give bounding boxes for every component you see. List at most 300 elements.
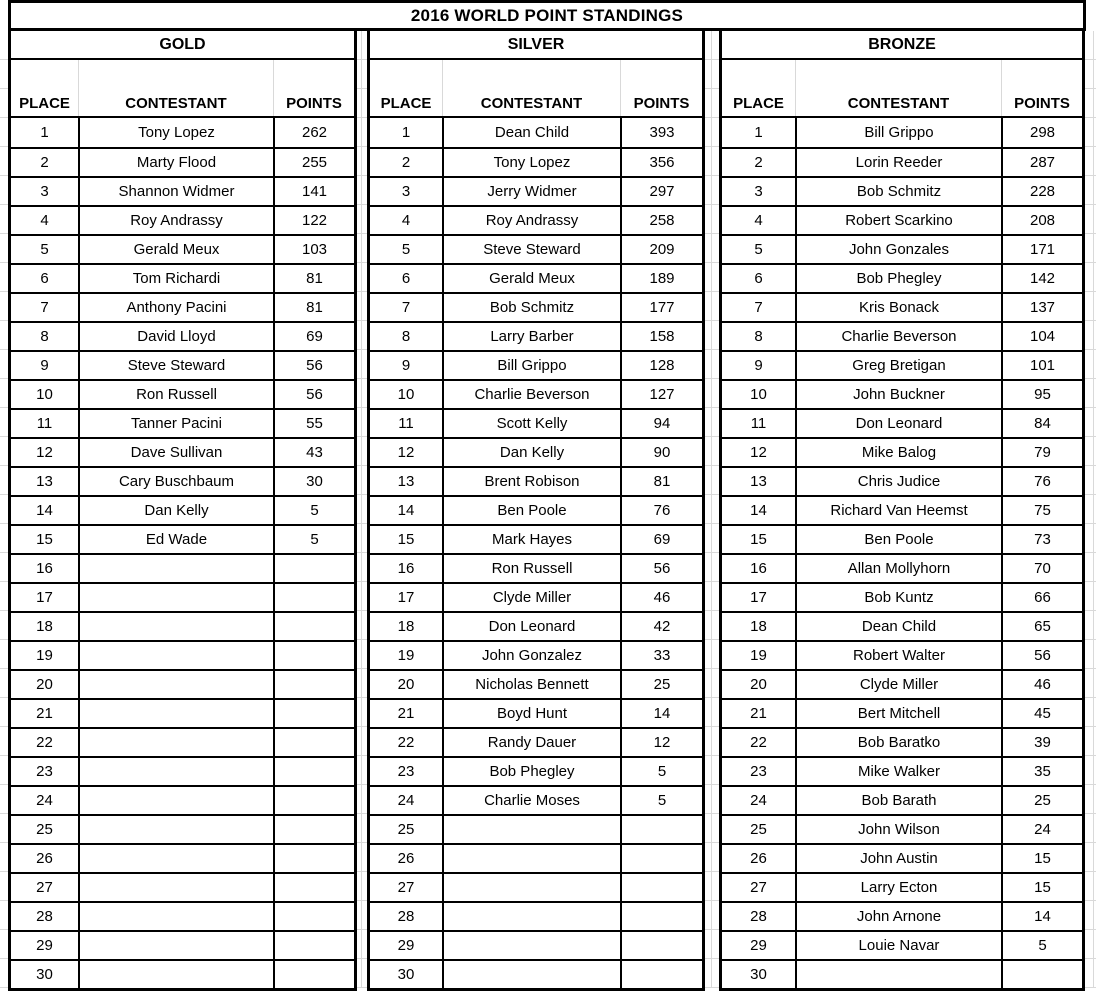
points-cell[interactable]: 69 xyxy=(620,526,702,553)
contestant-cell[interactable]: Larry Ecton xyxy=(795,874,1001,901)
place-cell[interactable]: 1 xyxy=(401,124,411,141)
points-cell[interactable]: 55 xyxy=(273,410,354,437)
points-cell[interactable]: 142 xyxy=(1001,265,1082,292)
points-cell[interactable]: 287 xyxy=(1001,149,1082,176)
place-cell[interactable]: 17 xyxy=(397,589,415,606)
table-row xyxy=(370,205,702,234)
contestant-cell[interactable]: Ron Russell xyxy=(442,555,620,582)
place-cell[interactable]: 26 xyxy=(397,850,415,867)
contestant-cell[interactable]: John Buckner xyxy=(795,381,1001,408)
points-cell[interactable]: 393 xyxy=(620,118,702,147)
points-cell[interactable] xyxy=(273,729,354,756)
column-header-points[interactable]: POINTS xyxy=(273,60,354,116)
points-cell[interactable] xyxy=(273,903,354,930)
contestant-cell[interactable]: Greg Bretigan xyxy=(795,352,1001,379)
place-cell[interactable]: 6 xyxy=(401,270,411,287)
table-row xyxy=(370,176,702,205)
place-cell[interactable]: 13 xyxy=(750,473,767,490)
points-cell[interactable]: 66 xyxy=(1001,584,1082,611)
place-cell[interactable]: 12 xyxy=(397,444,415,461)
place-cell[interactable]: 23 xyxy=(750,763,767,780)
points-cell[interactable]: 5 xyxy=(1001,932,1082,959)
section-header-gold[interactable]: GOLD xyxy=(11,31,354,60)
contestant-cell[interactable]: Tom Richardi xyxy=(78,265,273,292)
points-cell[interactable] xyxy=(273,816,354,843)
place-cell[interactable]: 27 xyxy=(397,879,415,896)
contestant-cell[interactable]: Bob Barath xyxy=(795,787,1001,814)
contestant-cell[interactable]: Scott Kelly xyxy=(442,410,620,437)
column-header-points[interactable]: POINTS xyxy=(1001,60,1082,116)
place-cell[interactable]: 12 xyxy=(36,444,53,461)
place-cell[interactable]: 25 xyxy=(750,821,767,838)
place-cell[interactable]: 29 xyxy=(397,937,415,954)
contestant-cell[interactable]: Don Leonard xyxy=(442,613,620,640)
points-cell[interactable]: 94 xyxy=(620,410,702,437)
place-cell[interactable]: 24 xyxy=(750,792,767,809)
points-cell[interactable]: 15 xyxy=(1001,845,1082,872)
place-cell[interactable]: 14 xyxy=(750,502,767,519)
column-header-place[interactable]: PLACE xyxy=(19,95,70,112)
points-cell[interactable]: 228 xyxy=(1001,178,1082,205)
contestant-cell[interactable]: Robert Walter xyxy=(795,642,1001,669)
points-cell[interactable] xyxy=(273,787,354,814)
points-cell[interactable]: 45 xyxy=(1001,700,1082,727)
contestant-cell[interactable]: Clyde Miller xyxy=(795,671,1001,698)
place-cell[interactable]: 9 xyxy=(401,357,411,374)
contestant-cell[interactable]: Bob Schmitz xyxy=(442,294,620,321)
points-cell[interactable]: 81 xyxy=(273,265,354,292)
place-cell[interactable]: 19 xyxy=(750,647,767,664)
points-cell[interactable]: 95 xyxy=(1001,381,1082,408)
contestant-cell[interactable] xyxy=(78,584,273,611)
place-cell[interactable]: 15 xyxy=(750,531,767,548)
place-cell[interactable]: 13 xyxy=(397,473,415,490)
place-cell[interactable]: 15 xyxy=(36,531,53,548)
contestant-cell[interactable] xyxy=(795,961,1001,988)
points-cell[interactable]: 122 xyxy=(273,207,354,234)
points-cell[interactable]: 262 xyxy=(273,118,354,147)
place-cell[interactable]: 11 xyxy=(750,415,767,432)
place-cell[interactable]: 1 xyxy=(40,124,49,141)
points-cell[interactable]: 297 xyxy=(620,178,702,205)
contestant-cell[interactable] xyxy=(78,613,273,640)
points-cell[interactable]: 5 xyxy=(273,526,354,553)
points-cell[interactable] xyxy=(620,816,702,843)
points-cell[interactable] xyxy=(273,932,354,959)
place-cell[interactable]: 28 xyxy=(36,908,53,925)
place-cell[interactable]: 24 xyxy=(36,792,53,809)
contestant-cell[interactable]: Lorin Reeder xyxy=(795,149,1001,176)
place-cell[interactable]: 29 xyxy=(750,937,767,954)
contestant-cell[interactable]: John Gonzalez xyxy=(442,642,620,669)
points-cell[interactable]: 103 xyxy=(273,236,354,263)
points-cell[interactable] xyxy=(620,932,702,959)
points-cell[interactable] xyxy=(273,671,354,698)
contestant-cell[interactable]: Tanner Pacini xyxy=(78,410,273,437)
place-cell[interactable]: 23 xyxy=(36,763,53,780)
points-cell[interactable]: 101 xyxy=(1001,352,1082,379)
column-header-contestant[interactable]: CONTESTANT xyxy=(442,60,620,116)
place-cell[interactable]: 20 xyxy=(750,676,767,693)
place-cell[interactable]: 9 xyxy=(40,357,49,374)
place-cell[interactable]: 2 xyxy=(401,154,411,171)
contestant-cell[interactable]: Charlie Moses xyxy=(442,787,620,814)
place-cell[interactable]: 7 xyxy=(401,299,411,316)
column-header-points[interactable]: POINTS xyxy=(620,60,702,116)
points-cell[interactable]: 81 xyxy=(273,294,354,321)
place-cell[interactable]: 4 xyxy=(754,212,763,229)
points-cell[interactable]: 158 xyxy=(620,323,702,350)
place-cell[interactable]: 29 xyxy=(36,937,53,954)
place-cell[interactable]: 4 xyxy=(401,212,411,229)
page-title[interactable]: 2016 WORLD POINT STANDINGS xyxy=(8,0,1086,31)
table-row xyxy=(722,582,1082,611)
table-body-gold xyxy=(11,118,354,988)
contestant-cell[interactable]: Dean Child xyxy=(795,613,1001,640)
contestant-cell[interactable] xyxy=(78,903,273,930)
points-cell[interactable]: 15 xyxy=(1001,874,1082,901)
points-cell[interactable]: 5 xyxy=(273,497,354,524)
points-cell[interactable]: 75 xyxy=(1001,497,1082,524)
place-cell[interactable]: 27 xyxy=(36,879,53,896)
contestant-cell[interactable] xyxy=(78,758,273,785)
contestant-cell[interactable] xyxy=(78,555,273,582)
points-cell[interactable]: 137 xyxy=(1001,294,1082,321)
place-cell[interactable]: 3 xyxy=(40,183,49,200)
points-cell[interactable] xyxy=(273,758,354,785)
contestant-cell[interactable] xyxy=(78,700,273,727)
points-cell[interactable]: 25 xyxy=(620,671,702,698)
points-cell[interactable]: 33 xyxy=(620,642,702,669)
place-cell[interactable]: 16 xyxy=(36,560,53,577)
contestant-cell[interactable] xyxy=(78,671,273,698)
points-cell[interactable]: 255 xyxy=(273,149,354,176)
points-cell[interactable]: 127 xyxy=(620,381,702,408)
points-cell[interactable]: 14 xyxy=(620,700,702,727)
points-cell[interactable] xyxy=(273,700,354,727)
contestant-cell[interactable]: Mark Hayes xyxy=(442,526,620,553)
column-header-place[interactable]: PLACE xyxy=(380,95,432,112)
points-cell[interactable]: 79 xyxy=(1001,439,1082,466)
contestant-cell[interactable]: David Lloyd xyxy=(78,323,273,350)
place-cell[interactable]: 22 xyxy=(750,734,767,751)
table-row xyxy=(11,959,354,988)
section-header-silver[interactable]: SILVER xyxy=(370,31,702,60)
contestant-cell[interactable]: Kris Bonack xyxy=(795,294,1001,321)
place-cell[interactable]: 27 xyxy=(750,879,767,896)
table-row xyxy=(722,727,1082,756)
contestant-cell[interactable]: Larry Barber xyxy=(442,323,620,350)
place-cell[interactable]: 8 xyxy=(754,328,763,345)
contestant-cell[interactable]: Bill Grippo xyxy=(795,118,1001,147)
contestant-cell[interactable]: Ed Wade xyxy=(78,526,273,553)
place-cell[interactable]: 30 xyxy=(750,966,767,983)
table-row xyxy=(11,843,354,872)
contestant-cell[interactable] xyxy=(78,845,273,872)
points-cell[interactable]: 84 xyxy=(1001,410,1082,437)
place-cell[interactable]: 5 xyxy=(40,241,49,258)
table-row xyxy=(11,205,354,234)
place-cell[interactable]: 9 xyxy=(754,357,763,374)
place-cell[interactable]: 2 xyxy=(40,154,49,171)
contestant-cell[interactable] xyxy=(78,961,273,988)
contestant-cell[interactable]: Mike Walker xyxy=(795,758,1001,785)
points-cell[interactable]: 56 xyxy=(273,352,354,379)
contestant-cell[interactable] xyxy=(78,932,273,959)
contestant-cell[interactable]: Ben Poole xyxy=(795,526,1001,553)
points-cell[interactable]: 56 xyxy=(620,555,702,582)
points-cell[interactable]: 5 xyxy=(620,758,702,785)
points-cell[interactable]: 39 xyxy=(1001,729,1082,756)
contestant-cell[interactable]: Roy Andrassy xyxy=(442,207,620,234)
contestant-cell[interactable]: Tony Lopez xyxy=(442,149,620,176)
contestant-cell[interactable]: Bill Grippo xyxy=(442,352,620,379)
contestant-cell[interactable]: Bert Mitchell xyxy=(795,700,1001,727)
points-cell[interactable]: 70 xyxy=(1001,555,1082,582)
place-cell[interactable]: 3 xyxy=(754,183,763,200)
points-cell[interactable]: 56 xyxy=(273,381,354,408)
place-cell[interactable]: 17 xyxy=(36,589,53,606)
place-cell[interactable]: 10 xyxy=(750,386,767,403)
place-cell[interactable]: 16 xyxy=(750,560,767,577)
contestant-cell[interactable]: Nicholas Bennett xyxy=(442,671,620,698)
place-cell[interactable]: 21 xyxy=(36,705,53,722)
contestant-cell[interactable]: Mike Balog xyxy=(795,439,1001,466)
contestant-cell[interactable]: Steve Steward xyxy=(78,352,273,379)
place-cell[interactable]: 4 xyxy=(40,212,49,229)
place-cell[interactable]: 8 xyxy=(40,328,49,345)
contestant-cell[interactable]: Shannon Widmer xyxy=(78,178,273,205)
points-cell[interactable]: 209 xyxy=(620,236,702,263)
points-cell[interactable]: 128 xyxy=(620,352,702,379)
contestant-cell[interactable]: Dave Sullivan xyxy=(78,439,273,466)
column-header-row xyxy=(722,60,1082,118)
contestant-cell[interactable]: Dan Kelly xyxy=(78,497,273,524)
table-row xyxy=(722,930,1082,959)
points-cell[interactable]: 298 xyxy=(1001,118,1082,147)
place-cell[interactable]: 18 xyxy=(36,618,53,635)
contestant-cell[interactable]: Chris Judice xyxy=(795,468,1001,495)
place-cell[interactable]: 5 xyxy=(401,241,411,258)
column-header-place[interactable]: PLACE xyxy=(733,95,784,112)
place-cell[interactable]: 28 xyxy=(397,908,415,925)
contestant-cell[interactable]: Bob Baratko xyxy=(795,729,1001,756)
contestant-cell[interactable]: Cary Buschbaum xyxy=(78,468,273,495)
contestant-cell[interactable]: John Austin xyxy=(795,845,1001,872)
contestant-cell[interactable]: Charlie Beverson xyxy=(795,323,1001,350)
contestant-cell[interactable]: Jerry Widmer xyxy=(442,178,620,205)
table-row xyxy=(722,321,1082,350)
contestant-cell[interactable]: Tony Lopez xyxy=(78,118,273,147)
place-cell[interactable]: 14 xyxy=(397,502,415,519)
points-cell[interactable]: 24 xyxy=(1001,816,1082,843)
points-cell[interactable]: 76 xyxy=(620,497,702,524)
table-row xyxy=(722,176,1082,205)
contestant-cell[interactable]: Louie Navar xyxy=(795,932,1001,959)
contestant-cell[interactable] xyxy=(442,816,620,843)
contestant-cell[interactable]: Gerald Meux xyxy=(442,265,620,292)
contestant-cell[interactable]: Anthony Pacini xyxy=(78,294,273,321)
contestant-cell[interactable]: Don Leonard xyxy=(795,410,1001,437)
column-header-row xyxy=(11,60,354,118)
points-cell[interactable] xyxy=(273,845,354,872)
place-cell[interactable]: 30 xyxy=(36,966,53,983)
contestant-cell[interactable] xyxy=(78,729,273,756)
contestant-cell[interactable]: Boyd Hunt xyxy=(442,700,620,727)
contestant-cell[interactable] xyxy=(442,932,620,959)
place-cell[interactable]: 26 xyxy=(36,850,53,867)
points-cell[interactable] xyxy=(273,584,354,611)
points-cell[interactable] xyxy=(273,874,354,901)
points-cell[interactable]: 25 xyxy=(1001,787,1082,814)
points-cell[interactable] xyxy=(273,642,354,669)
place-cell[interactable]: 7 xyxy=(754,299,763,316)
points-cell[interactable] xyxy=(620,961,702,988)
table-row xyxy=(11,495,354,524)
contestant-cell[interactable] xyxy=(78,874,273,901)
place-cell[interactable]: 16 xyxy=(397,560,415,577)
place-cell[interactable]: 23 xyxy=(397,763,415,780)
contestant-cell[interactable]: Ben Poole xyxy=(442,497,620,524)
place-cell[interactable]: 26 xyxy=(750,850,767,867)
table-row xyxy=(722,959,1082,988)
points-cell[interactable]: 258 xyxy=(620,207,702,234)
points-cell[interactable]: 104 xyxy=(1001,323,1082,350)
place-cell[interactable]: 10 xyxy=(36,386,53,403)
contestant-cell[interactable]: Gerald Meux xyxy=(78,236,273,263)
contestant-cell[interactable]: John Wilson xyxy=(795,816,1001,843)
place-cell[interactable]: 25 xyxy=(36,821,53,838)
place-cell[interactable]: 11 xyxy=(36,415,53,432)
contestant-cell[interactable]: Ron Russell xyxy=(78,381,273,408)
place-cell[interactable]: 20 xyxy=(36,676,53,693)
contestant-cell[interactable]: Randy Dauer xyxy=(442,729,620,756)
place-cell[interactable]: 3 xyxy=(401,183,411,200)
table-row xyxy=(370,147,702,176)
place-cell[interactable]: 12 xyxy=(750,444,767,461)
place-cell[interactable]: 25 xyxy=(397,821,415,838)
points-cell[interactable]: 42 xyxy=(620,613,702,640)
column-header-contestant[interactable]: CONTESTANT xyxy=(78,60,273,116)
place-cell[interactable]: 28 xyxy=(750,908,767,925)
place-cell[interactable]: 6 xyxy=(754,270,763,287)
points-cell[interactable]: 189 xyxy=(620,265,702,292)
points-cell[interactable] xyxy=(620,874,702,901)
contestant-cell[interactable]: Allan Mollyhorn xyxy=(795,555,1001,582)
contestant-cell[interactable] xyxy=(442,845,620,872)
points-cell[interactable]: 171 xyxy=(1001,236,1082,263)
contestant-cell[interactable] xyxy=(78,642,273,669)
contestant-cell[interactable]: John Arnone xyxy=(795,903,1001,930)
contestant-cell[interactable]: Dean Child xyxy=(442,118,620,147)
place-cell[interactable]: 24 xyxy=(397,792,415,809)
contestant-cell[interactable]: Roy Andrassy xyxy=(78,207,273,234)
points-cell[interactable]: 356 xyxy=(620,149,702,176)
section-header-bronze[interactable]: BRONZE xyxy=(722,31,1082,60)
place-cell[interactable]: 19 xyxy=(36,647,53,664)
points-cell[interactable] xyxy=(1001,961,1082,988)
contestant-cell[interactable]: Brent Robison xyxy=(442,468,620,495)
points-cell[interactable] xyxy=(273,961,354,988)
place-cell[interactable]: 21 xyxy=(397,705,415,722)
points-cell[interactable]: 46 xyxy=(620,584,702,611)
column-header-contestant[interactable]: CONTESTANT xyxy=(795,60,1001,116)
place-cell[interactable]: 18 xyxy=(750,618,767,635)
contestant-cell[interactable]: Bob Kuntz xyxy=(795,584,1001,611)
points-cell[interactable]: 208 xyxy=(1001,207,1082,234)
points-cell[interactable]: 65 xyxy=(1001,613,1082,640)
points-cell[interactable]: 56 xyxy=(1001,642,1082,669)
points-cell[interactable] xyxy=(273,613,354,640)
points-cell[interactable]: 76 xyxy=(1001,468,1082,495)
points-cell[interactable] xyxy=(620,903,702,930)
points-cell[interactable]: 35 xyxy=(1001,758,1082,785)
place-cell[interactable]: 13 xyxy=(36,473,53,490)
points-cell[interactable]: 5 xyxy=(620,787,702,814)
place-cell[interactable]: 18 xyxy=(397,618,415,635)
place-cell[interactable]: 10 xyxy=(397,386,415,403)
contestant-cell[interactable] xyxy=(442,874,620,901)
points-cell[interactable]: 141 xyxy=(273,178,354,205)
contestant-cell[interactable]: Steve Steward xyxy=(442,236,620,263)
place-cell[interactable]: 17 xyxy=(750,589,767,606)
contestant-cell[interactable]: Bob Schmitz xyxy=(795,178,1001,205)
contestant-cell[interactable]: Bob Phegley xyxy=(795,265,1001,292)
points-cell[interactable]: 43 xyxy=(273,439,354,466)
points-cell[interactable]: 46 xyxy=(1001,671,1082,698)
contestant-cell[interactable] xyxy=(442,961,620,988)
points-cell[interactable]: 90 xyxy=(620,439,702,466)
place-cell[interactable]: 21 xyxy=(750,705,767,722)
place-cell[interactable]: 6 xyxy=(40,270,49,287)
place-cell[interactable]: 2 xyxy=(754,154,763,171)
points-cell[interactable]: 30 xyxy=(273,468,354,495)
contestant-cell[interactable]: Charlie Beverson xyxy=(442,381,620,408)
place-cell[interactable]: 20 xyxy=(397,676,415,693)
contestant-cell[interactable] xyxy=(78,787,273,814)
points-cell[interactable]: 81 xyxy=(620,468,702,495)
place-cell[interactable]: 22 xyxy=(397,734,415,751)
place-cell[interactable]: 11 xyxy=(398,415,414,432)
place-cell[interactable]: 19 xyxy=(397,647,415,664)
place-cell[interactable]: 1 xyxy=(754,124,763,141)
points-cell[interactable]: 69 xyxy=(273,323,354,350)
place-cell[interactable]: 22 xyxy=(36,734,53,751)
place-cell[interactable]: 7 xyxy=(40,299,49,316)
place-cell[interactable]: 14 xyxy=(36,502,53,519)
contestant-cell[interactable]: Clyde Miller xyxy=(442,584,620,611)
points-cell[interactable] xyxy=(620,845,702,872)
contestant-cell[interactable]: Robert Scarkino xyxy=(795,207,1001,234)
points-cell[interactable]: 177 xyxy=(620,294,702,321)
points-cell[interactable]: 12 xyxy=(620,729,702,756)
place-cell[interactable]: 5 xyxy=(754,241,763,258)
points-cell[interactable]: 14 xyxy=(1001,903,1082,930)
place-cell[interactable]: 30 xyxy=(397,966,415,983)
contestant-cell[interactable]: Dan Kelly xyxy=(442,439,620,466)
contestant-cell[interactable] xyxy=(78,816,273,843)
place-cell[interactable]: 15 xyxy=(397,531,415,548)
contestant-cell[interactable]: John Gonzales xyxy=(795,236,1001,263)
place-cell[interactable]: 8 xyxy=(401,328,411,345)
contestant-cell[interactable] xyxy=(442,903,620,930)
contestant-cell[interactable]: Richard Van Heemst xyxy=(795,497,1001,524)
points-cell[interactable]: 73 xyxy=(1001,526,1082,553)
table-row xyxy=(11,524,354,553)
contestant-cell[interactable]: Bob Phegley xyxy=(442,758,620,785)
contestant-cell[interactable]: Marty Flood xyxy=(78,149,273,176)
points-cell[interactable] xyxy=(273,555,354,582)
